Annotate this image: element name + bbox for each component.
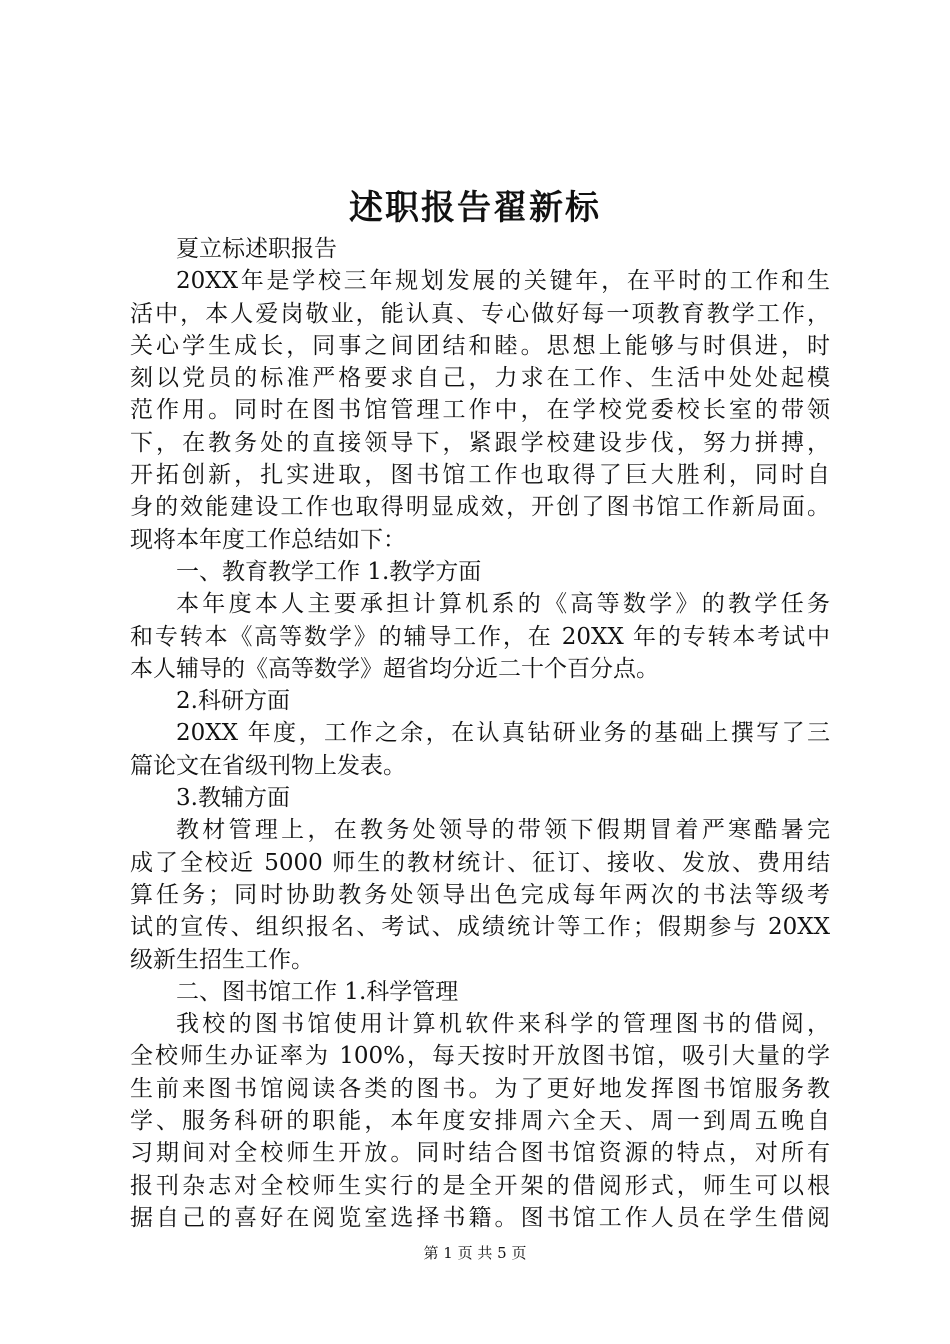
text-line: 3.教辅方面 [176,785,290,812]
text-line: 开拓创新，扎实进取，图书馆工作也取得了巨大胜利，同时自 [130,462,830,489]
text-line: 成了全校近 5000 师生的教材统计、征订、接收、发放、费用结 [130,849,830,876]
text-line: 和专转本《高等数学》的辅导工作，在 20XX 年的专转本考试中 [130,623,830,650]
text-line: 活中，本人爱岗敬业，能认真、专心做好每一项教育教学工作， [130,300,830,327]
text-line: 现将本年度工作总结如下： [130,526,406,553]
text-line: 下，在教务处的直接领导下，紧跟学校建设步伐，努力拼搏， [130,429,830,456]
text-line: 生前来图书馆阅读各类的图书。为了更好地发挥图书馆服务教 [130,1075,830,1102]
text-line: 级新生招生工作。 [130,946,314,973]
text-line: 报刊杂志对全校师生实行的是全开架的借阅形式，师生可以根 [130,1172,830,1199]
document-body [130,233,830,1234]
text-line: 学、服务科研的职能，本年度安排周六全天、周一到周五晚自 [130,1108,830,1135]
text-line: 夏立标述职报告 [176,236,337,262]
text-line: 试的宣传、组织报名、考试、成绩统计等工作；假期参与 20XX [130,914,830,941]
text-line: 我校的图书馆使用计算机软件来科学的管理图书的借阅， [176,1011,830,1038]
text-line: 范作用。同时在图书馆管理工作中，在学校党委校长室的带领 [130,397,830,424]
text-line: 算任务；同时协助教务处领导出色完成每年两次的书法等级考 [130,881,830,908]
text-line: 关心学生成长，同事之间团结和睦。思想上能够与时俱进，时 [130,332,830,359]
text-line: 二、图书馆工作 1.科学管理 [176,978,459,1005]
page-footer: 第 1 页 共 5 页 [423,1244,527,1262]
text-line: 本人辅导的《高等数学》超省均分近二十个百分点。 [130,655,659,682]
text-line: 据自己的喜好在阅览室选择书籍。图书馆工作人员在学生借阅 [130,1204,830,1231]
text-line: 篇论文在省级刊物上发表。 [130,752,406,779]
text-line: 一、教育教学工作 1.教学方面 [176,558,482,585]
text-line: 本年度本人主要承担计算机系的《高等数学》的教学任务 [176,591,830,618]
text-line: 20XX 年度，工作之余，在认真钻研业务的基础上撰写了三 [176,720,830,747]
text-line: 刻以党员的标准严格要求自己，力求在工作、生活中处处起模 [130,365,830,392]
page-title: 述职报告翟新标 [349,188,601,228]
text-line: 教材管理上，在教务处领导的带领下假期冒着严寒酷暑完 [176,817,830,844]
text-line: 2.科研方面 [176,688,290,715]
text-line: 身的效能建设工作也取得明显成效，开创了图书馆工作新局面。 [130,494,830,521]
text-line: 20XX年是学校三年规划发展的关键年，在平时的工作和生 [176,268,830,295]
text-line: 全校师生办证率为 100%，每天按时开放图书馆，吸引大量的学 [130,1043,830,1070]
text-line: 习期间对全校师生开放。同时结合图书馆资源的特点，对所有 [130,1140,830,1167]
